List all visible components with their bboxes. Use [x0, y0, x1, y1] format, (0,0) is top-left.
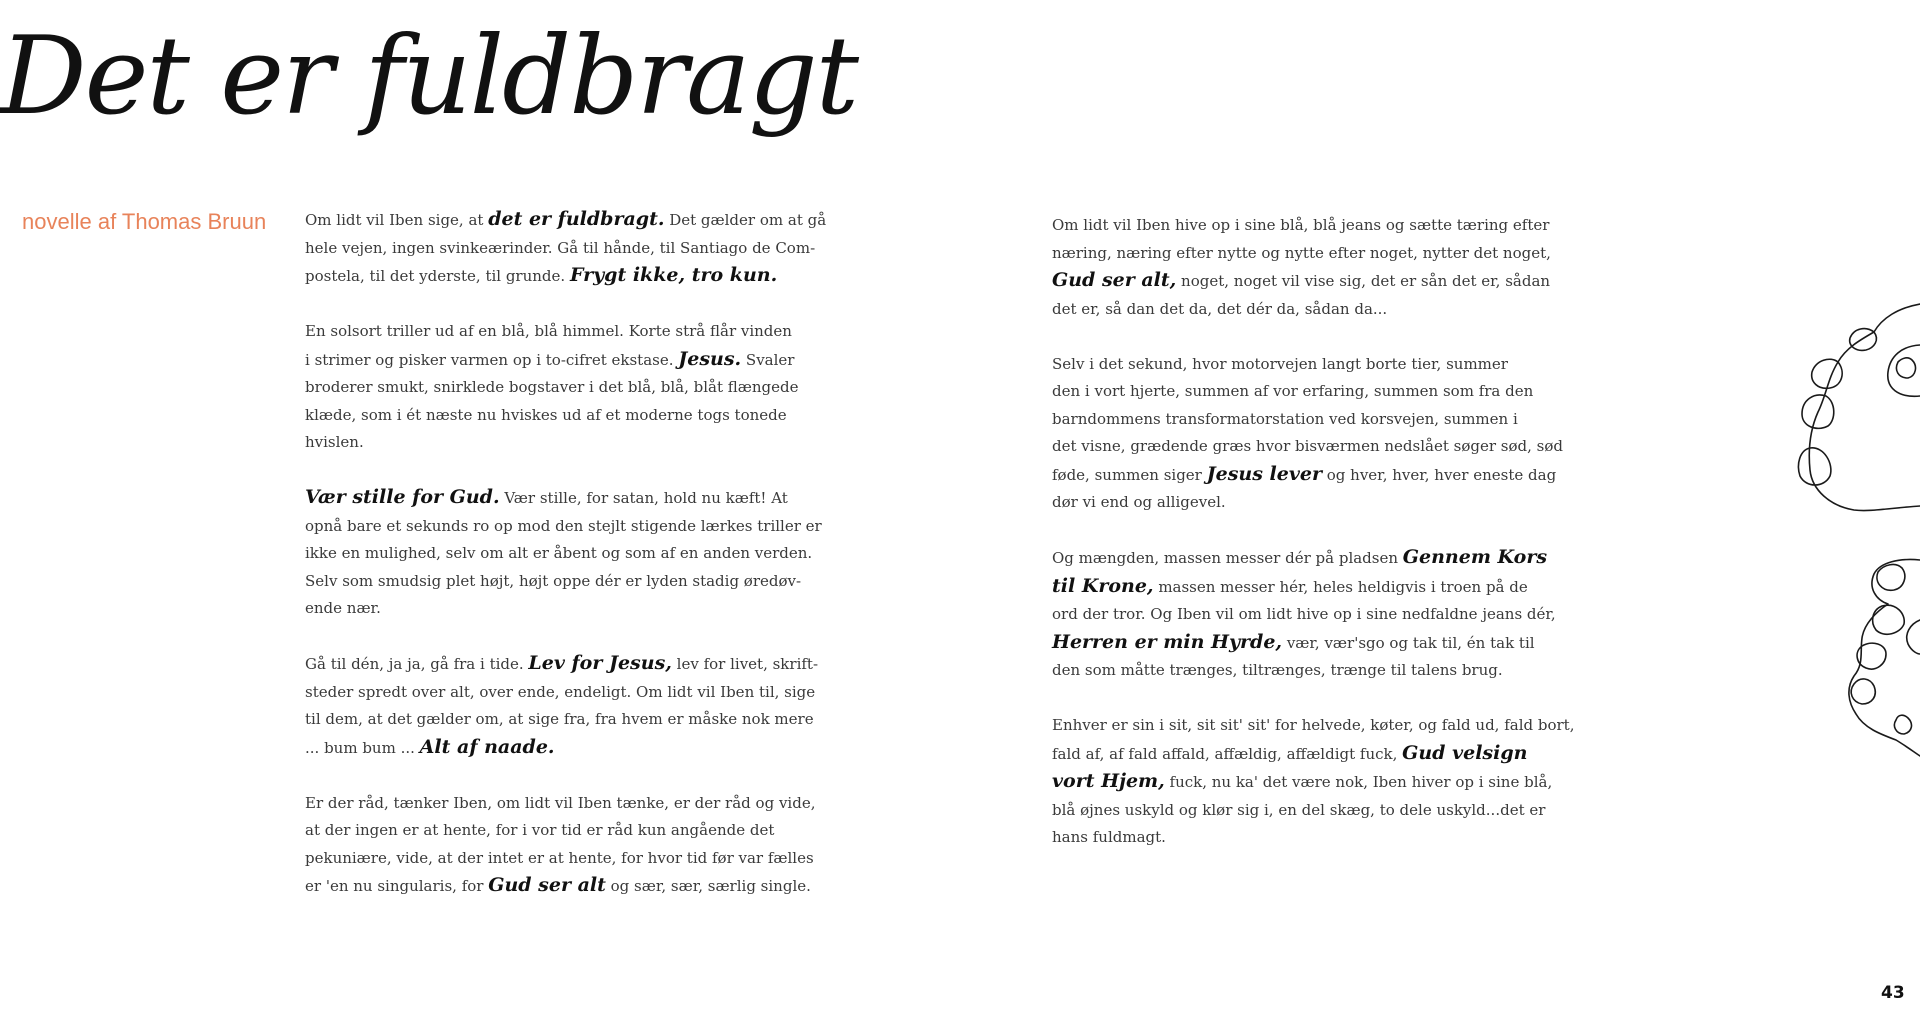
text-segment: hans fuldmagt. [1052, 828, 1166, 846]
text-line [305, 374, 799, 402]
script-phrase: Gud ser alt, [1052, 269, 1177, 291]
paragraph [305, 206, 827, 291]
text-line [1052, 378, 1534, 406]
text-line [1052, 601, 1556, 629]
text-segment: hele vejen, ingen svinkeærinder. Gå til hånde, til Santiago de Com- [305, 238, 816, 257]
text-segment: Svaler [741, 350, 795, 369]
text-segment: Enhver er sin i sit, sit sit' sit' for helvede, køter, og fald ud, fald bort, [1052, 716, 1575, 734]
text-line [305, 540, 813, 568]
text-line [1052, 433, 1563, 461]
script-phrase: Vær stille for Gud. [305, 486, 500, 508]
text-line [1052, 573, 1528, 602]
text-line [305, 235, 816, 263]
text-segment: den i vort hjerte, summen af vor erfaring, summen som fra den [1052, 382, 1534, 400]
paragraph [1052, 712, 1575, 852]
text-segment: hvislen. [305, 433, 364, 451]
text-segment: pekuniære, vide, at der intet er at hente, for hvor tid før var fælles [305, 848, 814, 867]
text-line [305, 650, 819, 679]
text-segment: postela, til det yderste, til grunde. [305, 267, 570, 285]
script-phrase: Jesus lever [1206, 462, 1322, 485]
text-line [1052, 212, 1550, 240]
text-segment: næring, næring efter nytte og nytte efter noget, nytter det noget, [1052, 243, 1551, 262]
text-line [1052, 240, 1551, 268]
text-line [1052, 296, 1502, 324]
script-phrase: Herren er min Hyrde, [1052, 630, 1283, 653]
text-segment: noget, noget vil vise sig, det er sån det er, sådan [1176, 272, 1551, 290]
text-line [305, 845, 814, 873]
text-segment: føde, summen siger [1052, 465, 1207, 484]
text-segment: i strimer og pisker varmen op i to-cifret ekstase. [305, 350, 679, 369]
text-line [1052, 351, 1508, 379]
text-segment: ende nær. [305, 599, 381, 617]
text-line [1052, 406, 1518, 434]
text-segment: Og mængden, massen messer dér på pladsen [1052, 549, 1403, 567]
text-segment: broderer smukt, snirklede bogstaver i det blå, blå, blåt flængede [305, 378, 799, 396]
text-line [305, 679, 816, 707]
text-line [1052, 824, 1502, 852]
text-line [305, 513, 822, 541]
script-phrase: vort Hjem, [1052, 770, 1165, 792]
text-segment: Om lidt vil Iben hive op i sine blå, blå jeans og sætte tæring efter [1052, 216, 1550, 234]
script-phrase: Jesus. [678, 347, 742, 370]
text-line [1052, 629, 1535, 658]
script-phrase: Alt af naade. [419, 735, 555, 758]
text-segment: Gå til dén, ja ja, gå fra i tide. [305, 655, 529, 673]
text-segment: til dem, at det gælder om, at sige fra, fra hvem er måske nok mere [305, 710, 814, 728]
paragraph [305, 484, 822, 623]
text-line [305, 706, 814, 734]
text-segment: opnå bare et sekunds ro op mod den stejlt stigende lærkes triller er [305, 516, 822, 535]
script-phrase: Gennem Kors [1402, 546, 1548, 568]
text-segment: Vær stille, for satan, hold nu kæft! At [499, 489, 788, 507]
text-segment: det er, så dan det da, det dér da, sådan da... [1052, 299, 1388, 318]
text-segment: En solsort triller ud af en blå, blå himmel. Korte strå flår vinden [305, 322, 792, 340]
text-line [1052, 489, 1502, 517]
text-segment: Om lidt vil Iben sige, at [305, 211, 489, 229]
paragraph [305, 318, 799, 457]
script-phrase: det er fuldbragt. [488, 208, 665, 230]
paragraph [1052, 544, 1556, 685]
text-segment: Er der råd, tænker Iben, om lidt vil Iben tænke, er der råd og vide, [305, 793, 816, 812]
text-segment: barndommens transformatorstation ved korsvejen, summen i [1052, 409, 1518, 428]
text-line [305, 872, 811, 901]
paragraph [305, 790, 816, 901]
script-phrase: Gud velsign [1402, 741, 1528, 764]
text-line [1052, 461, 1557, 490]
text-segment: og sær, sær, særlig single. [605, 877, 811, 895]
text-segment: fuck, nu ka' det være nok, Iben hiver op i sine blå, [1164, 773, 1553, 791]
left-text-column [305, 206, 827, 928]
script-phrase: Lev for Jesus, [528, 652, 672, 674]
text-line [1052, 768, 1553, 797]
text-segment: at der ingen er at hente, for i vor tid er råd kun angående det [305, 821, 775, 839]
script-phrase: Frygt ikke, tro kun. [569, 264, 778, 286]
text-line [305, 318, 792, 346]
text-line [1052, 544, 1548, 573]
text-line [305, 484, 788, 513]
story-title: Det er fuldbragt [0, 14, 857, 139]
text-line [1052, 712, 1575, 740]
text-line [305, 790, 816, 818]
text-line [305, 262, 778, 291]
toes-illustration [1790, 300, 1920, 800]
text-segment: Det gælder om at gå [664, 211, 827, 229]
text-line [305, 734, 755, 763]
text-segment: Selv som smudsig plet højt, højt oppe dér er lyden stadig øredøv- [305, 571, 802, 590]
text-line [1052, 657, 1502, 685]
text-line [1052, 797, 1546, 825]
page-number: 43 [1881, 983, 1905, 1003]
text-line [305, 817, 775, 845]
text-segment: Selv i det sekund, hvor motorvejen langt borte tier, summer [1052, 354, 1508, 373]
text-line [1052, 740, 1528, 769]
text-segment: lev for livet, skrift- [671, 655, 819, 673]
paragraph [1052, 351, 1563, 517]
text-line [305, 206, 827, 235]
text-segment: vær, vær'sgo og tak til, én tak til [1282, 633, 1535, 652]
text-segment: den som måtte trænges, tiltrænges, trænge til talens brug. [1052, 661, 1503, 679]
text-segment: fald af, af fald affald, affældig, affældigt fuck, [1052, 744, 1403, 763]
text-line [305, 595, 755, 623]
text-segment: ikke en mulighed, selv om alt er åbent og som af en anden verden. [305, 544, 813, 562]
text-line [305, 429, 755, 457]
text-segment: steder spredt over alt, over ende, endeligt. Om lidt vil Iben til, sige [305, 682, 816, 701]
text-segment: ... bum bum ... [305, 738, 420, 757]
text-segment: dør vi end og alligevel. [1052, 493, 1226, 511]
text-segment: ord der tror. Og Iben vil om lidt hive op i sine nedfaldne jeans dér, [1052, 605, 1556, 623]
script-phrase: til Krone, [1052, 574, 1154, 597]
paragraph [1052, 212, 1551, 323]
text-line [1052, 267, 1551, 296]
text-line [305, 568, 802, 596]
byline: novelle af Thomas Bruun [22, 209, 267, 234]
right-text-column [1052, 212, 1575, 879]
paragraph [305, 650, 819, 762]
text-segment: blå øjnes uskyld og klør sig i, en del skæg, to dele uskyld...det er [1052, 800, 1546, 819]
text-segment: massen messer hér, heles heldigvis i troen på de [1153, 577, 1528, 596]
text-segment: det visne, grædende græs hvor bisværmen nedslået søger sød, sød [1052, 437, 1563, 455]
text-line [305, 346, 795, 375]
text-segment: er 'en nu singularis, for [305, 877, 489, 895]
text-segment: og hver, hver, hver eneste dag [1321, 465, 1557, 484]
text-segment: klæde, som i ét næste nu hviskes ud af et moderne togs tonede [305, 405, 787, 424]
script-phrase: Gud ser alt [488, 874, 606, 896]
text-line [305, 402, 787, 430]
